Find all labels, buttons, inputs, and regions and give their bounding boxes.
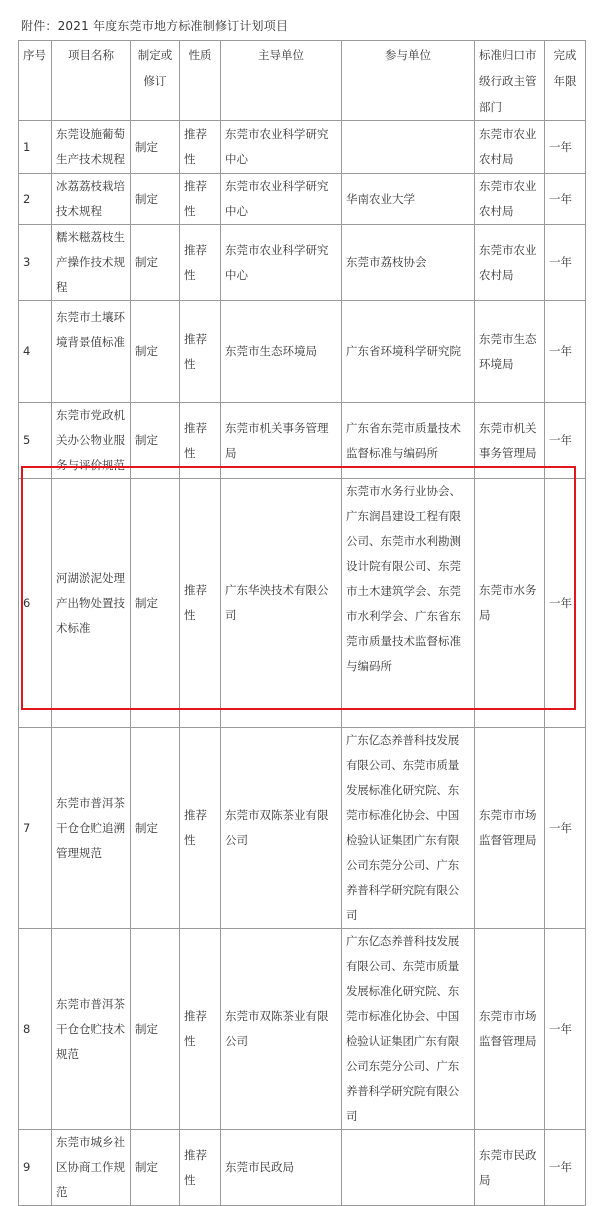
table-row	[19, 174, 586, 225]
cell-nature: 推荐性	[180, 479, 221, 728]
cell-period: 一年	[545, 403, 586, 479]
header-type: 制定或修订	[131, 41, 180, 121]
cell-participants: 广东省环境科学研究院	[342, 301, 475, 403]
cell-lead: 东莞市农业科学研究中心	[221, 174, 342, 225]
cell-type: 制定	[131, 1130, 180, 1206]
cell-dept: 东莞市农业农村局	[475, 225, 545, 301]
cell-dept: 东莞市农业农村局	[475, 174, 545, 225]
header-nature: 性质	[180, 41, 221, 121]
cell-dept: 东莞市农业农村局	[475, 121, 545, 174]
cell-no: 7	[19, 728, 52, 929]
cell-nature: 推荐性	[180, 174, 221, 225]
cell-dept: 东莞市水务局	[475, 479, 545, 728]
table-row	[19, 225, 586, 301]
header-dept: 标准归口市级行政主管部门	[475, 41, 545, 121]
cell-period: 一年	[545, 479, 586, 728]
cell-participants: 广东省东莞市质量技术监督标准与编码所	[342, 403, 475, 479]
cell-period: 一年	[545, 174, 586, 225]
cell-period: 一年	[545, 225, 586, 301]
cell-lead: 东莞市农业科学研究中心	[221, 121, 342, 174]
cell-dept: 东莞市生态环境局	[475, 301, 545, 403]
document-title: 附件：2021 年度东莞市地方标准制修订计划项目	[21, 19, 289, 33]
table-row	[19, 121, 586, 174]
header-no: 序号	[19, 41, 52, 121]
cell-period: 一年	[545, 728, 586, 929]
cell-participants: 华南农业大学	[342, 174, 475, 225]
standards-plan-table	[18, 40, 586, 1206]
table-row	[19, 1130, 586, 1206]
cell-dept: 东莞市机关事务管理局	[475, 403, 545, 479]
cell-no: 8	[19, 929, 52, 1130]
cell-type: 制定	[131, 403, 180, 479]
cell-no: 6	[19, 479, 52, 728]
header-period: 完成年限	[545, 41, 586, 121]
table-row	[19, 929, 586, 1130]
cell-name: 东莞市党政机关办公物业服务与评价规范	[52, 403, 131, 479]
cell-name: 糯米糍荔枝生产操作技术规程	[52, 225, 131, 301]
cell-nature: 推荐性	[180, 929, 221, 1130]
cell-nature: 推荐性	[180, 728, 221, 929]
cell-name: 东莞设施葡萄生产技术规程	[52, 121, 131, 174]
header-name: 项目名称	[52, 41, 131, 121]
header-lead: 主导单位	[221, 41, 342, 121]
cell-participants: 东莞市水务行业协会、广东润昌建设工程有限公司、东莞市水利勘测设计院有限公司、东莞市土木建筑学会、东莞市水利学会、广东省东莞市质量技术监督标准与编码所	[342, 479, 475, 728]
cell-type: 制定	[131, 121, 180, 174]
cell-nature: 推荐性	[180, 121, 221, 174]
cell-no: 2	[19, 174, 52, 225]
cell-lead: 东莞市农业科学研究中心	[221, 225, 342, 301]
table-row	[19, 728, 586, 929]
cell-lead: 东莞市机关事务管理局	[221, 403, 342, 479]
cell-nature: 推荐性	[180, 301, 221, 403]
header-participants: 参与单位	[342, 41, 475, 121]
cell-period: 一年	[545, 1130, 586, 1206]
cell-type: 制定	[131, 728, 180, 929]
cell-lead: 东莞市双陈茶业有限公司	[221, 929, 342, 1130]
cell-participants: 广东亿态养普科技发展有限公司、东莞市质量发展标准化研究院、东莞市标准化协会、中国检验认证集团广东有限公司东莞分公司、广东养普科学研究院有限公司	[342, 929, 475, 1130]
cell-nature: 推荐性	[180, 225, 221, 301]
cell-lead: 东莞市生态环境局	[221, 301, 342, 403]
cell-dept: 东莞市民政局	[475, 1130, 545, 1206]
cell-no: 9	[19, 1130, 52, 1206]
cell-name: 河湖淤泥处理产出物处置技术标准	[52, 479, 131, 728]
cell-participants: 广东亿态养普科技发展有限公司、东莞市质量发展标准化研究院、东莞市标准化协会、中国检验认证集团广东有限公司东莞分公司、广东养普科学研究院有限公司	[342, 728, 475, 929]
table-row	[19, 301, 586, 403]
cell-type: 制定	[131, 929, 180, 1130]
cell-nature: 推荐性	[180, 403, 221, 479]
cell-no: 5	[19, 403, 52, 479]
cell-type: 制定	[131, 225, 180, 301]
cell-period: 一年	[545, 929, 586, 1130]
cell-nature: 推荐性	[180, 1130, 221, 1206]
cell-type: 制定	[131, 301, 180, 403]
cell-lead: 东莞市双陈茶业有限公司	[221, 728, 342, 929]
cell-period: 一年	[545, 121, 586, 174]
cell-type: 制定	[131, 479, 180, 728]
cell-no: 1	[19, 121, 52, 174]
cell-dept: 东莞市市场监督管理局	[475, 929, 545, 1130]
cell-dept: 东莞市市场监督管理局	[475, 728, 545, 929]
cell-type: 制定	[131, 174, 180, 225]
cell-name: 东莞市城乡社区协商工作规范	[52, 1130, 131, 1206]
table-header-row	[19, 41, 586, 121]
cell-name: 东莞市普洱茶干仓仓贮追溯管理规范	[52, 728, 131, 929]
cell-participants	[342, 121, 475, 174]
cell-name: 东莞市土壤环境背景值标准	[52, 301, 131, 403]
cell-participants	[342, 1130, 475, 1206]
cell-no: 3	[19, 225, 52, 301]
cell-period: 一年	[545, 301, 586, 403]
cell-lead: 东莞市民政局	[221, 1130, 342, 1206]
table-row-highlighted	[19, 479, 586, 728]
cell-name: 东莞市普洱茶干仓仓贮技术规范	[52, 929, 131, 1130]
cell-no: 4	[19, 301, 52, 403]
cell-lead: 广东华泱技术有限公司	[221, 479, 342, 728]
cell-name: 冰荔荔枝栽培技术规程	[52, 174, 131, 225]
table-row	[19, 403, 586, 479]
cell-participants: 东莞市荔枝协会	[342, 225, 475, 301]
